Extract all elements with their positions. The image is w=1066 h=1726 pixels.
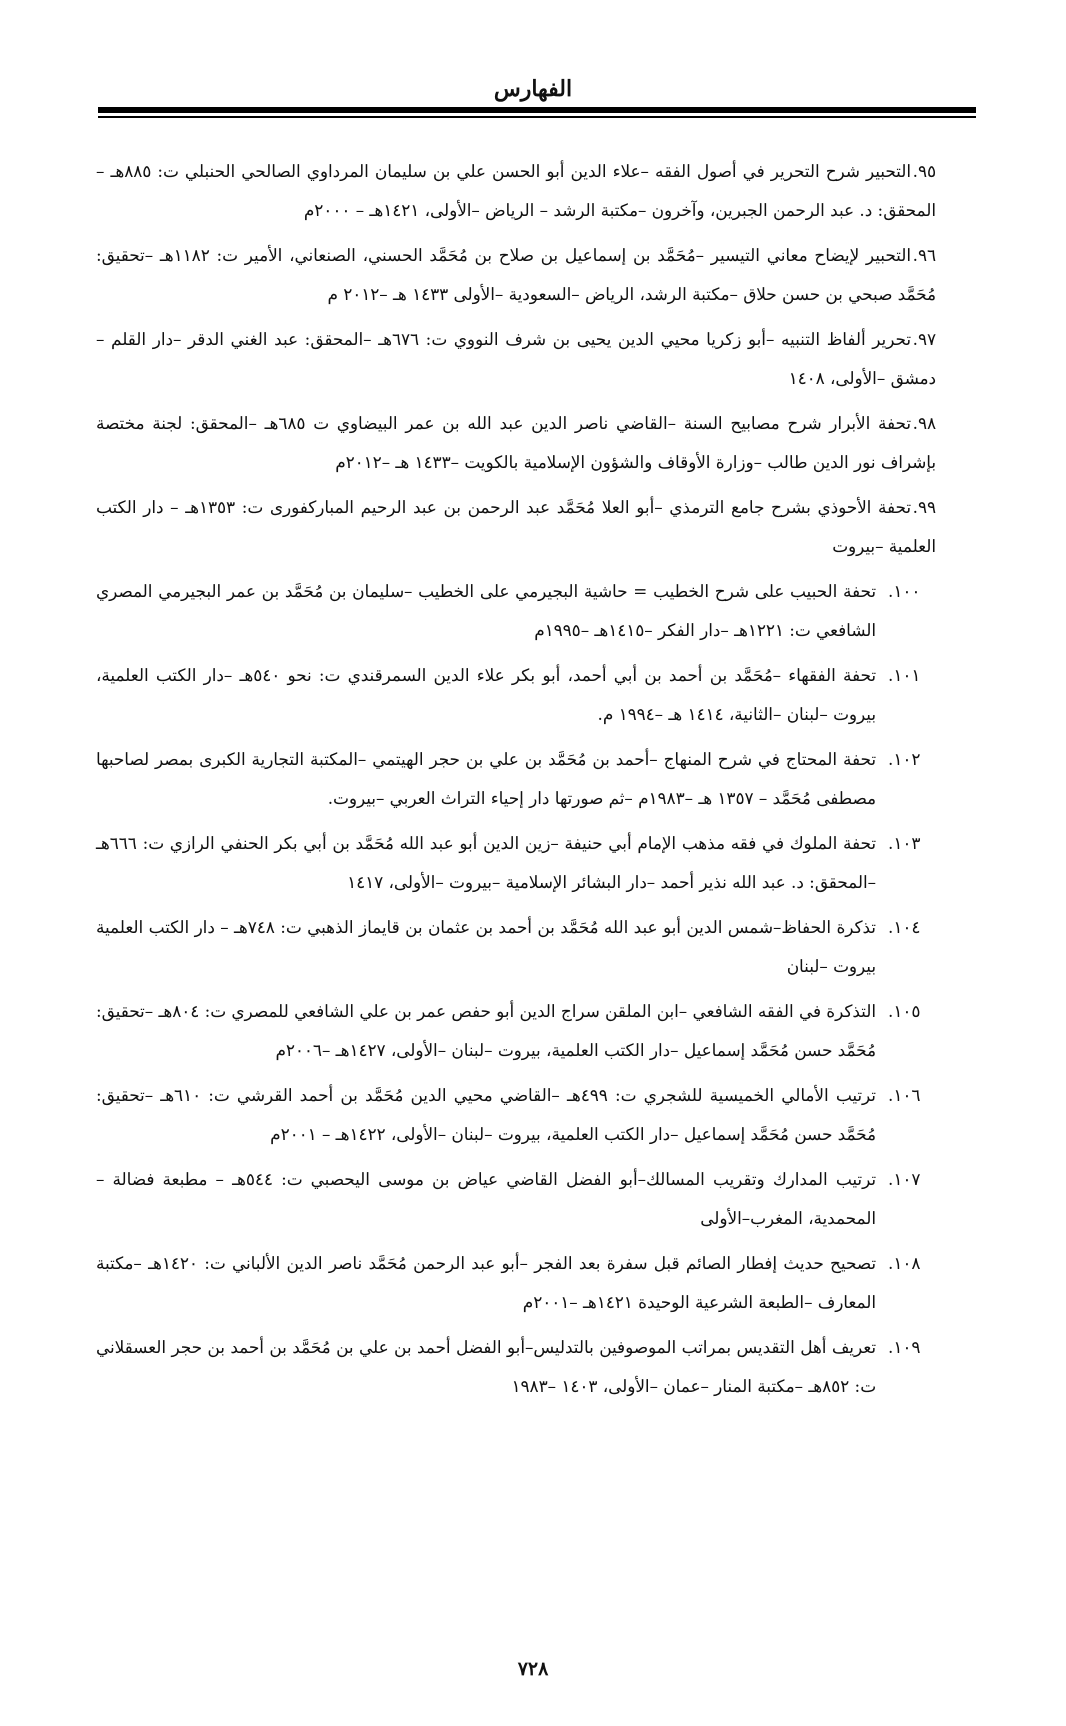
entry-text: تحرير ألفاظ التنبيه –أبو زكريا محيي الدين يحيى بن شرف النووي ت: ٦٧٦هـ –المحقق: عبد الغني الدقر –دار القلم –دمشق –الأولى، ١٤٠٨ — [96, 329, 936, 388]
entry-number: ١٠٠. — [888, 581, 921, 601]
bibliography-entry — [96, 1160, 936, 1237]
entry-text: تحفة الملوك في فقه مذهب الإمام أبي حنيفة –زين الدين أبو عبد الله مُحَمَّد بن أبي بكر الحنفي الرازي ت: ٦٦٦هـ –المحقق: د. عبد الله نذير أحمد –دار البشائر الإسلامية –بيروت –الأولى، ١٤١٧ — [96, 833, 876, 892]
entry-text: تحفة المحتاج في شرح المنهاج –أحمد بن مُحَمَّد بن علي بن حجر الهيتمي –المكتبة التجارية الكبرى بمصر لصاحبها مصطفى مُحَمَّد – ١٣٥٧ هـ –١٩٨٣م –ثم صورتها دار إحياء التراث العربي –بيروت. — [96, 749, 876, 808]
bibliography-entry — [96, 1244, 936, 1321]
entry-text: ترتيب الأمالي الخميسية للشجري ت: ٤٩٩هـ –القاضي محيي الدين مُحَمَّد بن أحمد القرشي ت: ٦١٠هـ –تحقيق: مُحَمَّد حسن مُحَمَّد إسماعيل –دار الكتب العلمية، بيروت –لبنان –الأولى، ١٤٢٢هـ – ٢٠٠١م — [96, 1085, 876, 1144]
entry-number: ١٠١. — [888, 665, 921, 685]
bibliography-entry — [96, 152, 936, 229]
bibliography-entry — [96, 236, 936, 313]
bibliography-entry — [96, 320, 936, 397]
entry-text: تحفة الحبيب على شرح الخطيب = حاشية البجيرمي على الخطيب –سليمان بن مُحَمَّد بن عمر البجيرمي المصري الشافعي ت: ١٢٢١هـ –دار الفكر –١٤١٥هـ –١٩٩٥م — [96, 581, 876, 640]
entry-text: تحفة الأحوذي بشرح جامع الترمذي –أبو العلا مُحَمَّد عبد الرحمن بن عبد الرحيم المباركفورى ت: ١٣٥٣هـ – دار الكتب العلمية –بيروت — [96, 497, 936, 556]
bibliography-entry — [96, 656, 936, 733]
entry-text: تصحيح حديث إفطار الصائم قبل سفرة بعد الفجر –أبو عبد الرحمن مُحَمَّد ناصر الدين الألباني ت: ١٤٢٠هـ –مكتبة المعارف –الطبعة الشرعية الوحيدة ١٤٢١هـ –٢٠٠١م — [96, 1253, 876, 1312]
entry-number: ٩٥. — [912, 161, 936, 181]
entry-number: ٩٩. — [912, 497, 936, 517]
page-number: ٧٢٨ — [517, 1658, 549, 1680]
header-rule-thin — [98, 116, 976, 118]
entry-text: تحفة الفقهاء –مُحَمَّد بن أحمد بن أبي أحمد، أبو بكر علاء الدين السمرقندي ت: نحو ٥٤٠هـ –دار الكتب العلمية، بيروت –لبنان –الثانية، ١٤١٤ هـ –١٩٩٤ م. — [96, 665, 876, 724]
bibliography-entry — [96, 908, 936, 985]
entry-text: التحبير لإيضاح معاني التيسير –مُحَمَّد بن إسماعيل بن صلاح بن مُحَمَّد الحسني، الصنعاني، الأمير ت: ١١٨٢هـ –تحقيق: مُحَمَّد صبحي بن حسن حلاق –مكتبة الرشد، الرياض –السعودية –الأولى ١٤٣٣ هـ –٢٠١٢ م — [96, 245, 936, 304]
entry-number: ٩٧. — [912, 329, 936, 349]
entry-text: التذكرة في الفقه الشافعي –ابن الملقن سراج الدين أبو حفص عمر بن علي الشافعي للمصري ت: ٨٠٤هـ –تحقيق: مُحَمَّد حسن مُحَمَّد إسماعيل –دار الكتب العلمية، بيروت –لبنان –الأولى، ١٤٢٧هـ –٢٠٠٦م — [96, 1001, 876, 1060]
entry-text: تذكرة الحفاظ–شمس الدين أبو عبد الله مُحَمَّد بن أحمد بن عثمان بن قايماز الذهبي ت: ٧٤٨هـ – دار الكتب العلمية بيروت –لبنان — [96, 917, 876, 976]
entry-text: تحفة الأبرار شرح مصابيح السنة –القاضي ناصر الدين عبد الله بن عمر البيضاوي ت ٦٨٥هـ –المحقق: لجنة مختصة بإشراف نور الدين طالب –وزارة الأوقاف والشؤون الإسلامية بالكويت –١٤٣٣ هـ –٢٠١٢م — [96, 413, 936, 472]
entry-number: ٩٨. — [912, 413, 936, 433]
entry-text: تعريف أهل التقديس بمراتب الموصوفين بالتدليس–أبو الفضل أحمد بن علي بن مُحَمَّد بن أحمد بن حجر العسقلاني ت: ٨٥٢هـ –مكتبة المنار –عمان –الأولى، ١٤٠٣ –١٩٨٣ — [96, 1337, 876, 1396]
bibliography-entry — [96, 740, 936, 817]
bibliography-entry — [96, 572, 936, 649]
entry-number: ١٠٤. — [888, 917, 921, 937]
bibliography-entry — [96, 1328, 936, 1405]
entry-number: ١٠٥. — [888, 1001, 921, 1021]
entry-number: ١٠٧. — [888, 1169, 921, 1189]
entry-number: ١٠٨. — [888, 1253, 921, 1273]
bibliography-entry — [96, 824, 936, 901]
entry-number: ١٠٣. — [888, 833, 921, 853]
bibliography-entry — [96, 1076, 936, 1153]
bibliography-list — [96, 152, 936, 1412]
bibliography-entry — [96, 992, 936, 1069]
entry-number: ١٠٩. — [888, 1337, 921, 1357]
header-rule-thick — [98, 107, 976, 113]
page-header-title: الفهارس — [493, 76, 573, 102]
bibliography-entry — [96, 488, 936, 565]
entry-number: ١٠٢. — [888, 749, 921, 769]
entry-number: ٩٦. — [912, 245, 936, 265]
entry-text: التحبير شرح التحرير في أصول الفقه –علاء الدين أبو الحسن علي بن سليمان المرداوي الصالحي الحنبلي ت: ٨٨٥هـ –المحقق: د. عبد الرحمن الجبرين، وآخرون –مكتبة الرشد – الرياض –الأولى، ١٤٢١هـ – ٢٠٠٠م — [96, 161, 936, 220]
entry-number: ١٠٦. — [888, 1085, 921, 1105]
bibliography-entry — [96, 404, 936, 481]
entry-text: ترتيب المدارك وتقريب المسالك–أبو الفضل القاضي عياض بن موسى اليحصبي ت: ٥٤٤هـ – مطبعة فضالة –المحمدية، المغرب–الأولى — [96, 1169, 876, 1228]
